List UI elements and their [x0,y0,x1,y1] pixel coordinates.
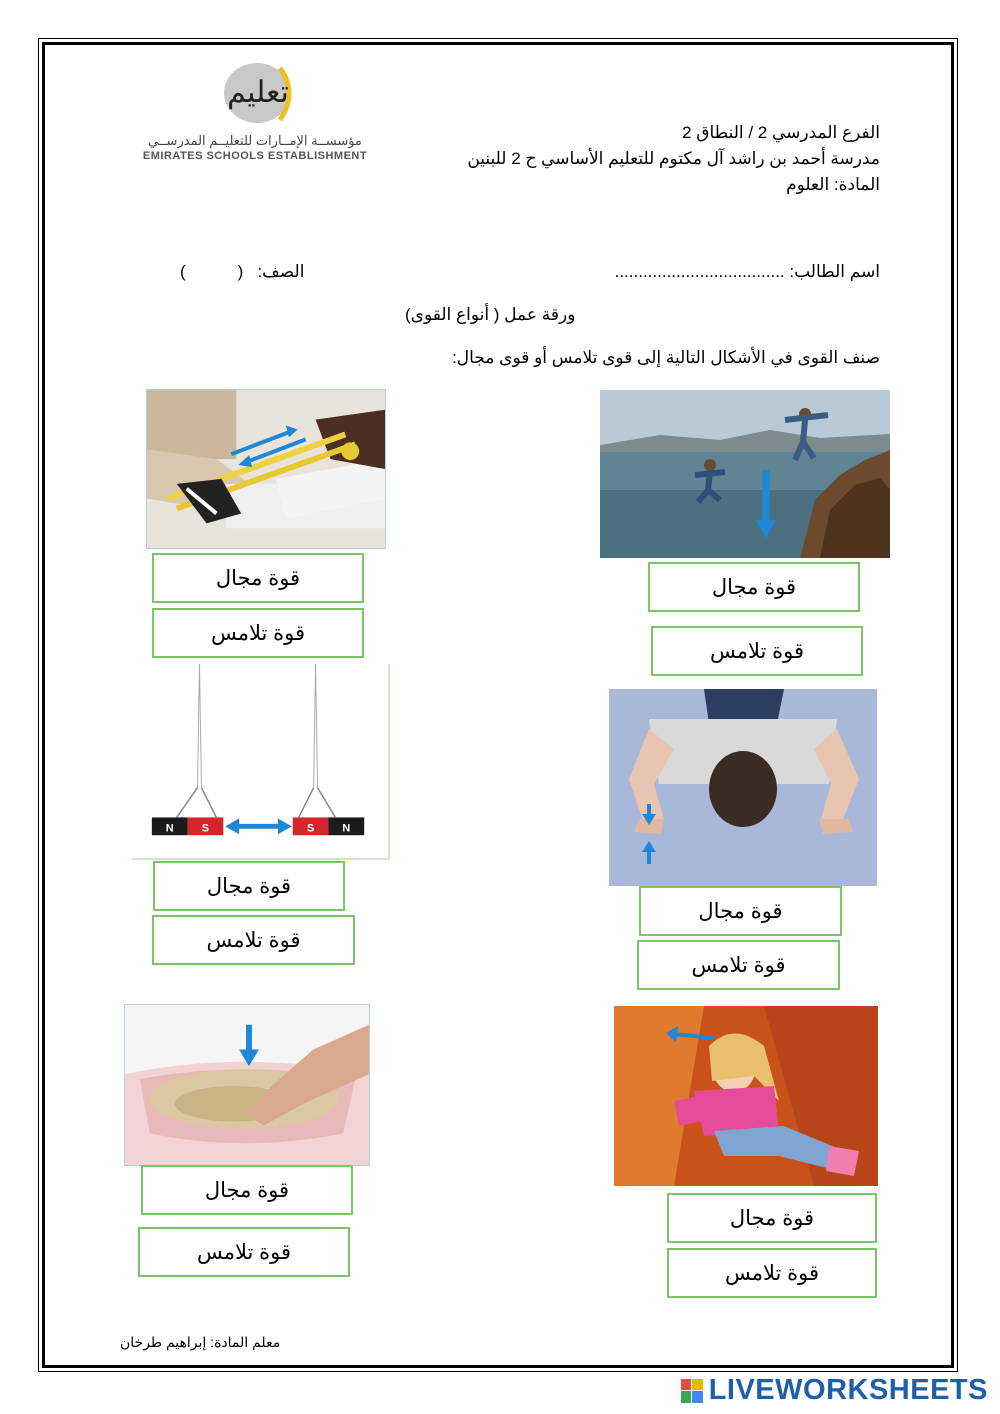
item1-contact-option[interactable]: قوة تلامس [651,626,863,676]
worksheet-title: ورقة عمل ( أنواع القوى) [405,305,576,324]
student-name-field[interactable]: اسم الطالب: .................................... [614,262,880,281]
logo-english-name: EMIRATES SCHOOLS ESTABLISHMENT [142,150,368,162]
item1-field-option[interactable]: قوة مجال [648,562,860,612]
school-line: مدرسة أحمد بن راشد آل مكتوم للتعليم الأساسي ح 2 للبنين [467,149,880,168]
liveworksheets-watermark [681,1374,988,1407]
stretching-band-photo [146,389,386,549]
liveworksheets-text: LIVEWORKSHEETS [708,1374,988,1406]
magnet-left-s: S [201,822,210,835]
item3-field-option[interactable]: قوة مجال [639,886,842,936]
people-jumping-into-water-photo [600,390,890,558]
item2-field-option[interactable]: قوة مجال [152,553,364,603]
instruction: صنف القوى في الأشكال التالية إلى قوى تلامس أو قوى مجال: [452,348,880,367]
logo-arabic-name: مؤسســة الإمــارات للتعليــم المدرســي [148,133,362,148]
magnet-right-n: N [342,822,351,835]
child-on-slide-photo [614,1006,878,1186]
teacher-name: معلم المادة: إبراهيم طرخان [120,1334,281,1350]
class-field[interactable]: الصف: ( ) [180,262,305,281]
subject-line: المادة: العلوم [786,175,880,194]
item6-contact-option[interactable]: قوة تلامس [138,1227,350,1277]
item2-contact-option[interactable]: قوة تلامس [152,608,364,658]
ese-logo [130,58,380,168]
logo-mark-text: تعليم [227,75,289,110]
item6-field-option[interactable]: قوة مجال [141,1165,353,1215]
item4-contact-option[interactable]: قوة تلامس [152,915,355,965]
item4-field-option[interactable]: قوة مجال [153,861,345,911]
item3-contact-option[interactable]: قوة تلامس [637,940,840,990]
hanging-magnets-photo [132,664,390,860]
kneading-dough-photo [124,1004,370,1166]
item5-field-option[interactable]: قوة مجال [667,1193,877,1243]
magnet-right-s: S [306,822,315,835]
item5-contact-option[interactable]: قوة تلامس [667,1248,877,1298]
push-up-photo [609,689,877,886]
magnet-left-n: N [165,822,174,835]
liveworksheets-icon [681,1379,703,1403]
branch-line: الفرع المدرسي 2 / النطاق 2 [682,123,880,142]
